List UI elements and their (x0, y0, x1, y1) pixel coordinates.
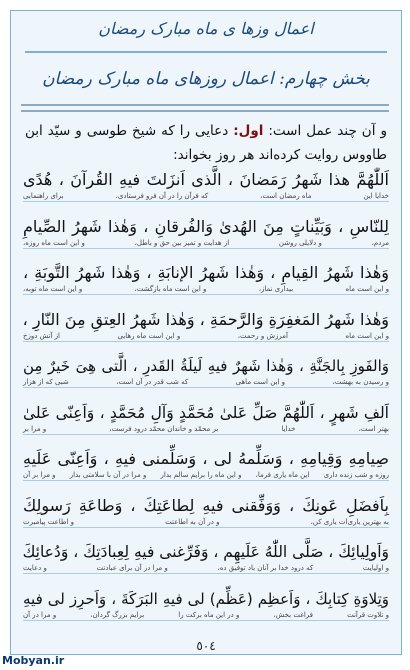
intro-text-end: دعایی را که شیخ طوسی و سیّد ابن طاووس روایت کرده‌اند هر روز بخواند: (25, 123, 387, 163)
translation-line (23, 238, 389, 249)
translation-segment: و این است ماه روزه، (23, 238, 85, 247)
translation-segment: مردم، (371, 238, 389, 247)
prayer-row (23, 262, 389, 295)
prayer-row (23, 402, 389, 435)
arabic-line: اَللّٰهُمَّ هذا شَهرُ رَمَضانَ ، الَّذى اَنزَلتَ فيهِ القُرآنَ ، هُدًى (23, 170, 389, 189)
running-head: اعمال وزها ی ماه مبارک رمضان (98, 19, 314, 38)
translation-segment: که فرآن را در آن فرو فرستادی، (115, 192, 209, 200)
translation-segment: و اولیایت (362, 564, 389, 572)
prayer-row (23, 169, 389, 202)
section-title: بخش چهارم: اعمال روزهای ماه مبارک رمضان (42, 69, 370, 89)
intro-text-start: و آن چند عمل است: (263, 123, 387, 139)
translation-line (23, 377, 389, 388)
translation-segment: و این است ماه (345, 285, 389, 293)
translation-segment: شبی که از هزار (23, 378, 69, 386)
arabic-line: لِلنّاسِ ، وَبَيِّناتٍ مِنَ الهُدىٰ وَالفُرقانِ ، وَهٰذا شَهرُ الصِّيامِ (23, 216, 389, 236)
translation-line (23, 331, 389, 342)
translation-segment: بیداری نماز، (258, 285, 294, 293)
translation-segment: و این ماه را برایم سالم بدار (160, 471, 242, 479)
book-page (10, 10, 402, 655)
translation-segment: خدایا (281, 424, 296, 433)
translation-segment: و مرا در آن برای عبادتت (96, 564, 168, 572)
translation-segment: و در این ماه برکت را (178, 610, 240, 619)
translation-segment: این ماه یاری فرما، (255, 471, 310, 479)
translation-segment: روزه و شب زنده داری (323, 471, 389, 479)
translation-segment: و دعایت (23, 564, 47, 572)
translation-line (23, 610, 389, 621)
translation-segment: و این است ماه توبه، (23, 285, 83, 293)
translation-segment: و این است ماه رهایی (117, 331, 181, 340)
arabic-line: اَلفِ شَهرٍ ، اَللّٰهُمَّ صَلِّ عَلىٰ مُحَمَّدٍ وَآلِ مُحَمَّدٍ ، وَاَعِنّى عَلىٰ (23, 403, 389, 422)
translation-segment: و مرا در آن با سلامتی بدار (69, 471, 147, 479)
translation-line (23, 284, 389, 295)
prayer-row (23, 541, 389, 574)
translation-segment: فراغت بخش، (273, 610, 314, 619)
translation-segment: که شب قدر در آن است، (116, 378, 189, 386)
intro-label: اول: (233, 123, 264, 139)
translation-line (23, 191, 389, 202)
translation-line (23, 470, 389, 481)
translation-segment: و رسیدن به بهشت، (332, 378, 389, 386)
site-watermark: Mobyan.ir (2, 654, 65, 667)
translation-segment: آمرزش و رحمت، (237, 331, 288, 340)
translation-segment: برایم بزرگ گردان، (90, 610, 145, 619)
translation-segment: و اطاعت پیامبرت (23, 517, 75, 526)
prayer-row (23, 309, 389, 342)
arabic-line: وَهٰذا شَهرُ القِيامِ ، وَهٰذا شَهرُ الإنابَةِ ، وَهٰذا شَهرُ التَّوبَةِ ، (23, 263, 389, 282)
translation-line (23, 424, 389, 435)
intro-paragraph (25, 119, 387, 167)
translation-line (23, 563, 389, 574)
translation-segment: و دلایلی روشن (278, 238, 322, 247)
translation-segment: و این است ماه بازگشت، (134, 285, 207, 293)
translation-segment: بهتر است، (358, 424, 389, 433)
translation-segment: برای راهنمایی (23, 192, 64, 200)
page-number: ٥٠٤ (196, 639, 216, 653)
prayer-row (23, 216, 389, 249)
translation-segment: و مرا بر آن (23, 471, 56, 479)
translation-segment: و مرا بر (23, 424, 47, 433)
translation-segment: خدایا این (363, 192, 389, 200)
arabic-line: صِيامِهِ وَقِيامِهِ ، وَسَلِّمهُ لى ، وَسَلِّمنى فيهِ ، وَاَعِنّى عَلَيهِ (23, 449, 389, 468)
prayer-row (23, 448, 389, 481)
prayer-row (23, 495, 389, 528)
translation-segment: و تلاوت قرآنت (347, 610, 389, 619)
arabic-line: وَتِلاوَةِ كِتابِكَ ، وَاَعظِم (عَظِّم) لى فيهِ البَرَكَةَ ، وَاَحرِز لى فيهِ (23, 589, 389, 608)
translation-segment: ماه رمضان است، (260, 192, 312, 200)
ornamental-divider (21, 101, 389, 115)
translation-segment: بر محمّد و خاندان محمّد درود فرست، (109, 424, 219, 433)
translation-segment: از هدایت و تمیز بین حق و باطل، (134, 238, 230, 247)
arabic-line: وَالفَوزِ بِالجَنَّةِ ، وَهٰذا شَهرٌ فيهِ لَيلَةُ القَدرِ ، الَّتى هِىَ خَيرٌ مِن (23, 357, 389, 375)
arabic-line: وَهٰذا شَهرُ المَغفِرَةِ وَالرَّحمَةِ ، وَهٰذا شَهرُ العِتقِ مِنَ النّارِ ، (22, 309, 389, 329)
arabic-line: بِاَفضَلِ عَونِكَ ، وَوَفِّقنى فيهِ لِطاعَتِكَ ، وَطاعَةِ رَسولِكَ (23, 495, 389, 515)
prayer-row (23, 588, 389, 621)
translation-segment: که درود خدا بر آنان باد توفیق ده، (217, 564, 314, 572)
translation-segment: و مرا در آن (23, 610, 57, 619)
header-rule (25, 51, 387, 53)
arabic-line: وَاَولِيائِكَ ، صَلَّى اللّٰهُ عَلَيهِم ، وَفَرِّغنى فيهِ لِعِبادَتِكَ ، وَدُعائِكَ (22, 543, 389, 561)
translation-segment: و در آن به اطاعتت (165, 517, 220, 526)
translation-segment: از آتش دوزخ (23, 331, 60, 340)
translation-segment: و این است ماهی (235, 378, 286, 386)
prayer-row (23, 355, 389, 388)
translation-line (23, 517, 389, 528)
translation-segment: به بهترین یاری‌ات یاری کن، (310, 517, 389, 526)
translation-segment: و این است ماه (345, 331, 389, 340)
